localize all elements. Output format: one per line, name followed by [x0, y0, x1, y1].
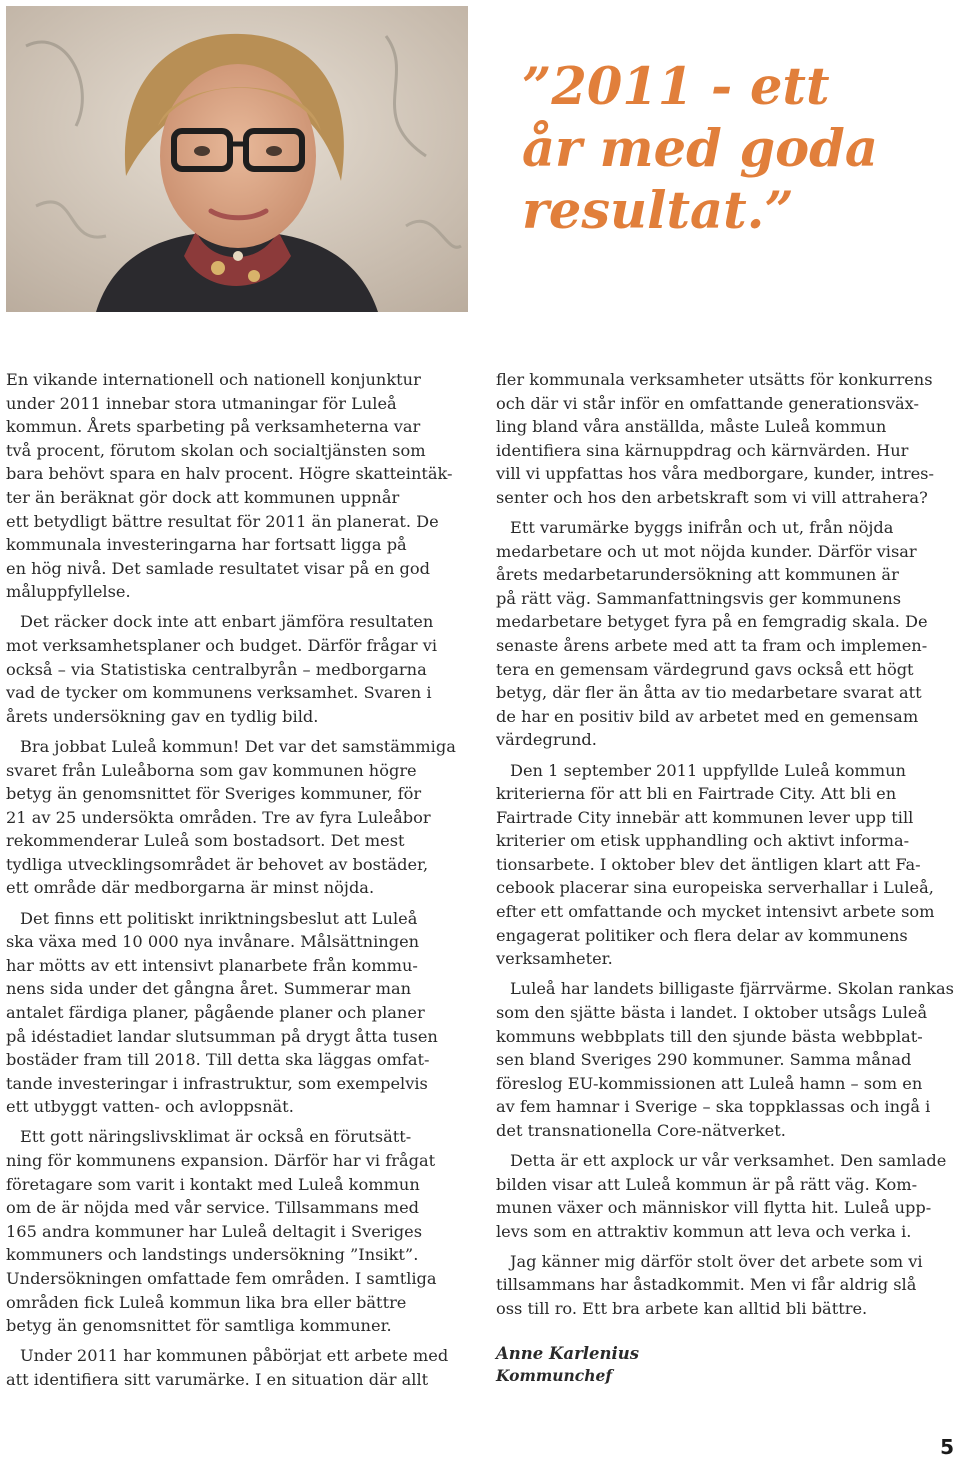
pull-quote-line: ”2011 - ett — [522, 57, 830, 117]
text-line: Under 2011 har kommunen påbörjat ett arbete med — [20, 1346, 449, 1366]
text-line: mot verksamhetsplaner och budget. Därför frågar vi — [6, 636, 438, 656]
text-line: 165 andra kommuner har Luleå deltagit i Sveriges — [6, 1221, 423, 1241]
paragraph — [6, 735, 468, 900]
text-line: också – via Statistiska centralbyrån – medborgarna — [6, 659, 427, 679]
text-line: Den 1 september 2011 uppfyllde Luleå kommun — [510, 760, 906, 780]
text-line: tande investeringar i infrastruktur, som exempelvis — [6, 1073, 428, 1093]
text-line: tera en gemensam värdegrund gavs också ett högt — [496, 659, 914, 679]
paragraph — [496, 977, 956, 1142]
text-line: senter och hos den arbetskraft som vi vill attrahera? — [496, 487, 928, 507]
left-column — [6, 368, 468, 1398]
paragraph — [496, 516, 956, 752]
text-line: på rätt väg. Sammanfattningsvis ger kommunens — [496, 588, 902, 608]
text-line: rekommenderar Luleå som bostadsort. Det mest — [6, 831, 405, 851]
text-line: ling bland våra anställda, måste Luleå kommun — [496, 417, 887, 437]
text-line: ska växa med 10 000 nya invånare. Målsättningen — [6, 932, 420, 952]
text-line: svaret från Luleåborna som gav kommunen högre — [6, 760, 417, 780]
text-line: betyg än genomsnittet för Sveriges kommuner, för — [6, 784, 422, 804]
pull-quote-line: resultat.” — [522, 181, 794, 241]
paragraph — [496, 759, 956, 971]
signature-title: Kommunchef — [496, 1365, 613, 1385]
text-line: kommunala investeringarna har fortsatt ligga på — [6, 535, 407, 555]
text-line: ter än beräknat gör dock att kommunen uppnår — [6, 487, 400, 507]
text-line: årets undersökning gav en tydlig bild. — [6, 706, 319, 726]
text-line: bara behövt spara en halv procent. Högre skatteintäk- — [6, 464, 453, 484]
text-line: verksamheter. — [496, 949, 613, 969]
text-line: Undersökningen omfattade fem områden. I samtliga — [6, 1268, 437, 1288]
text-line: av fem hamnar i Sverige – ska toppklassas och ingå i — [496, 1097, 931, 1117]
text-line: 21 av 25 undersökta områden. Tre av fyra Luleåbor — [6, 807, 431, 827]
text-line: En vikande internationell och nationell konjunktur — [6, 370, 421, 389]
text-line: medarbetare och ut mot nöjda kunder. Därför visar — [496, 541, 917, 561]
text-line: måluppfyllelse. — [6, 582, 131, 602]
text-line: Fairtrade City innebär att kommunen lever upp till — [496, 807, 914, 827]
text-line: två procent, förutom skolan och socialtjänsten som — [6, 440, 426, 460]
paragraph — [6, 907, 468, 1119]
text-line: cebook placerar sina europeiska serverhallar i Luleå, — [496, 878, 934, 898]
signature-name: Anne Karlenius — [496, 1343, 640, 1363]
pull-quote — [522, 56, 942, 242]
text-line: efter ett omfattande och mycket intensivt arbete som — [496, 902, 935, 922]
right-column — [496, 368, 956, 1387]
text-line: fler kommunala verksamheter utsätts för konkurrens — [496, 370, 933, 389]
text-line: har mötts av ett intensivt planarbete från kommu- — [6, 955, 418, 975]
text-line: föreslog EU-kommissionen att Luleå hamn – som en — [496, 1073, 923, 1093]
text-line: tillsammans har åstadkommit. Men vi får aldrig slå — [496, 1275, 917, 1295]
text-line: områden fick Luleå kommun lika bra eller bättre — [6, 1292, 407, 1312]
text-line: värdegrund. — [496, 730, 597, 750]
text-line: kommuns webbplats till den sjunde bästa webbplat- — [496, 1026, 923, 1046]
text-line: Bra jobbat Luleå kommun! Det var det samstämmiga — [20, 736, 456, 756]
text-line: vill vi uppfattas hos våra medborgare, kunder, intres- — [496, 464, 934, 484]
text-line: ning för kommunens expansion. Därför har vi frågat — [6, 1151, 436, 1170]
text-line: årets medarbetarundersökning att kommunen är — [496, 565, 899, 585]
text-line: munen växer och människor vill flytta hit. Luleå upp- — [496, 1198, 932, 1218]
text-line: kriterier om etisk upphandling och aktivt informa- — [496, 831, 910, 851]
pull-quote-line: år med goda — [522, 119, 878, 179]
text-line: ett utbyggt vatten- och avloppsnät. — [6, 1097, 294, 1117]
text-line: under 2011 innebar stora utmaningar för Luleå — [6, 393, 397, 413]
text-line: medarbetare betyget fyra på en femgradig skala. De — [496, 612, 928, 632]
text-line: och där vi står inför en omfattande generationsväx- — [496, 393, 919, 413]
text-line: kriterierna för att bli en Fairtrade City. Att bli en — [496, 784, 897, 804]
text-line: antalet färdiga planer, pågående planer och planer — [6, 1002, 425, 1022]
text-line: bostäder fram till 2018. Till detta ska läggas omfat- — [6, 1050, 430, 1070]
text-line: betyg än genomsnittet för samtliga kommuner. — [6, 1316, 392, 1336]
paragraph — [496, 1250, 956, 1321]
text-line: som den sjätte bästa i landet. I oktober utsågs Luleå — [496, 1002, 928, 1022]
text-line: nens sida under det gångna året. Summerar man — [6, 979, 412, 999]
text-line: om de är nöjda med vår service. Tillsammans med — [6, 1198, 420, 1218]
text-line: en hög nivå. Det samlade resultatet visar på en god — [6, 558, 431, 578]
text-line: Ett gott näringslivsklimat är också en förutsätt- — [20, 1127, 412, 1147]
paragraph — [6, 610, 468, 728]
text-line: Detta är ett axplock ur vår verksamhet. Den samlade — [510, 1151, 947, 1170]
text-line: bilden visar att Luleå kommun är på rätt väg. Kom- — [496, 1174, 918, 1194]
text-line: tionsarbete. I oktober blev det äntligen klart att Fa- — [496, 854, 921, 874]
text-line: ett område där medborgarna är minst nöjda. — [6, 878, 375, 898]
text-line: Luleå har landets billigaste fjärrvärme. Skolan rankas — [510, 979, 954, 999]
text-line: Det finns ett politiskt inriktningsbeslut att Luleå — [20, 908, 418, 928]
text-line: på idéstadiet landar slutsumman på drygt åtta tusen — [6, 1026, 438, 1046]
text-line: sen bland Sveriges 290 kommuner. Samma månad — [496, 1050, 912, 1070]
text-line: identifiera sina kärnuppdrag och kärnvärden. Hur — [496, 440, 909, 460]
text-line: kommun. Årets sparbeting på verksamheterna var — [6, 417, 421, 437]
text-line: ett betydligt bättre resultat för 2011 än planerat. De — [6, 511, 439, 531]
text-line: engagerat politiker och flera delar av kommunens — [496, 925, 908, 945]
text-line: företagare som varit i kontakt med Luleå kommun — [6, 1174, 420, 1194]
portrait-photo — [6, 6, 468, 312]
page-number: 5 — [940, 1435, 954, 1459]
paragraph — [6, 1125, 468, 1337]
text-line: det transnationella Core-nätverket. — [496, 1120, 786, 1140]
text-line: oss till ro. Ett bra arbete kan alltid bli bättre. — [496, 1299, 868, 1319]
text-line: Ett varumärke byggs inifrån och ut, från nöjda — [510, 518, 894, 538]
text-line: tydliga utvecklingsområdet är behovet av bostäder, — [6, 854, 429, 874]
text-line: kommuners och landstings undersökning ”Insikt”. — [6, 1245, 419, 1265]
portrait-photo-icon — [6, 6, 468, 312]
text-line: Jag känner mig därför stolt över det arbete som vi — [510, 1251, 923, 1271]
text-line: Det räcker dock inte att enbart jämföra resultaten — [20, 612, 434, 632]
paragraph — [496, 368, 956, 510]
paragraph — [496, 1149, 956, 1243]
paragraph — [6, 1344, 468, 1391]
text-line: vad de tycker om kommunens verksamhet. Svaren i — [6, 683, 432, 703]
text-line: betyg, där fler än åtta av tio medarbetare svarat att — [496, 683, 922, 703]
text-line: senaste årens arbete med att ta fram och implemen- — [496, 636, 928, 656]
text-line: att identifiera sitt varumärke. I en situation där allt — [6, 1369, 429, 1389]
text-line: levs som en attraktiv kommun att leva och verka i. — [496, 1221, 912, 1241]
text-line: de har en positiv bild av arbetet med en gemensam — [496, 706, 919, 726]
signature — [496, 1343, 956, 1387]
paragraph — [6, 368, 468, 604]
